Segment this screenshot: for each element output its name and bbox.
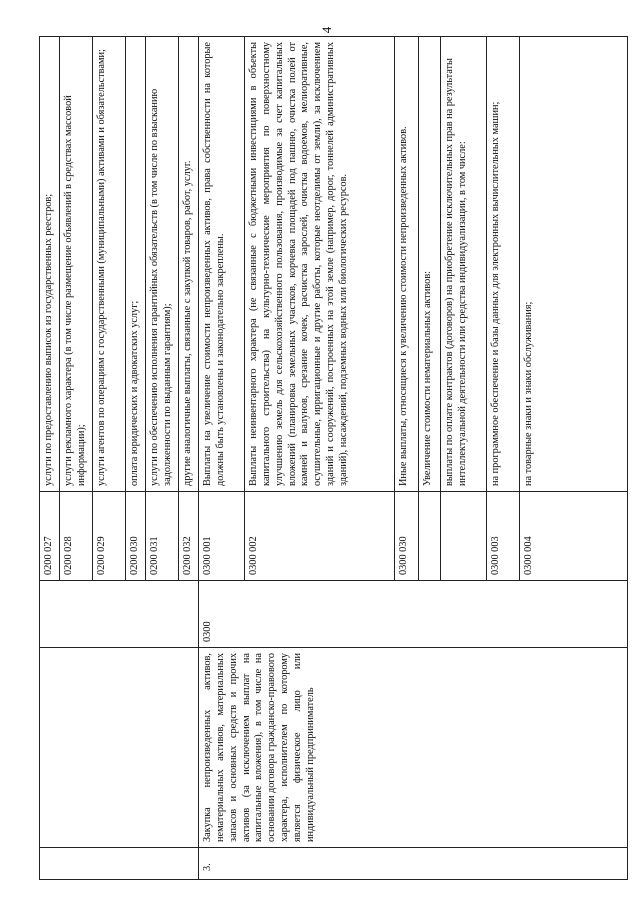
row-code: 0300 001: [199, 492, 245, 581]
row-text: Увеличение стоимости нематериальных активов:: [419, 37, 441, 492]
row-text: услуги по обеспечению исполнения гарантийных обязательств (в том числе по взысканию задолженности по выданным гарантиям);: [146, 37, 179, 492]
row-text: Выплаты на увеличение стоимости непроизведенных активов, права собственности на которые должны быть установлены и законодательно закреплены.: [199, 37, 245, 492]
document-table-rotated: [39, 37, 628, 880]
row-text: оплата юридических и адвокатских услуг;: [126, 37, 146, 492]
empty-cell: [40, 648, 199, 848]
row-code: [419, 492, 441, 581]
row-code: 0300 004: [520, 492, 628, 581]
row-code: 0200 032: [179, 492, 199, 581]
table-row: [40, 37, 60, 880]
row-text: услуги агентов по операциям с государственными (муниципальными) активами и обязательствами;: [93, 37, 126, 492]
group-title: Закупка непроизведенных активов, нематериальных активов, материальных запасов и основных средств и прочих активов (за исключением выплат на капитальные вложения), в том числе на основании договора гражданско-правового характера, исполнителем по которому является физическое лицо или индивидуальный предприниматель: [199, 648, 628, 848]
row-code: 0200 031: [146, 492, 179, 581]
row-code: 0200 027: [40, 492, 60, 581]
group-row-number: 3.: [199, 848, 628, 880]
table-row: [199, 37, 245, 880]
row-code: 0300 003: [487, 492, 520, 581]
row-text: услуги по предоставлению выписок из государственных реестров;: [40, 37, 60, 492]
group-code: 0300: [199, 581, 628, 648]
row-text: Иные выплаты, относящиеся к увеличению стоимости непроизведенных активов.: [395, 37, 419, 492]
row-text: на программное обеспечение и базы данных для электронных вычислительных машин;: [487, 37, 520, 492]
row-text: Выплаты неинвентарного характера (не связанные с бюджетными инвестициями в объекты капитального строительства) на культурно-технические мероприятия по поверхностному улучшению земель для сельскохозяйственного пользования, производимые за счет капитальных вложений (планировка земельных участков, корчевка площадей под пашню, очистка полей от камней и валунов, срезание кочек, расчистка зарослей, очистка водоемов, мелиоративные, осушительные, ирригационные и другие работы, которые неотделимы от земли), за исключением зданий и сооружений, построенных на этой земле (например, дорог, тоннелей административных зданий), насаждений, подземных водных или биологических ресурсов.: [245, 37, 395, 492]
row-text: другие аналогичные выплаты, связанные с закупкой товаров, работ, услуг.: [179, 37, 199, 492]
budget-classification-table: [39, 36, 628, 880]
row-code: 0200 030: [126, 492, 146, 581]
row-text: выплаты по оплате контрактов (договоров) на приобретение исключительных прав на результаты интеллектуальной деятельности или средства индивидуализации, в том числе:: [441, 37, 487, 492]
row-code: 0300 030: [395, 492, 419, 581]
row-code: 0200 028: [60, 492, 93, 581]
empty-cell: [40, 581, 199, 648]
empty-cell: [40, 848, 199, 880]
row-code: [441, 492, 487, 581]
row-code: 0300 002: [245, 492, 395, 581]
row-text: на товарные знаки и знаки обслуживания;: [520, 37, 628, 492]
page-number: 4: [319, 26, 334, 34]
row-code: 0200 029: [93, 492, 126, 581]
row-text: услуги рекламного характера (в том числе размещение объявлений в средствах массовой информации);: [60, 37, 93, 492]
